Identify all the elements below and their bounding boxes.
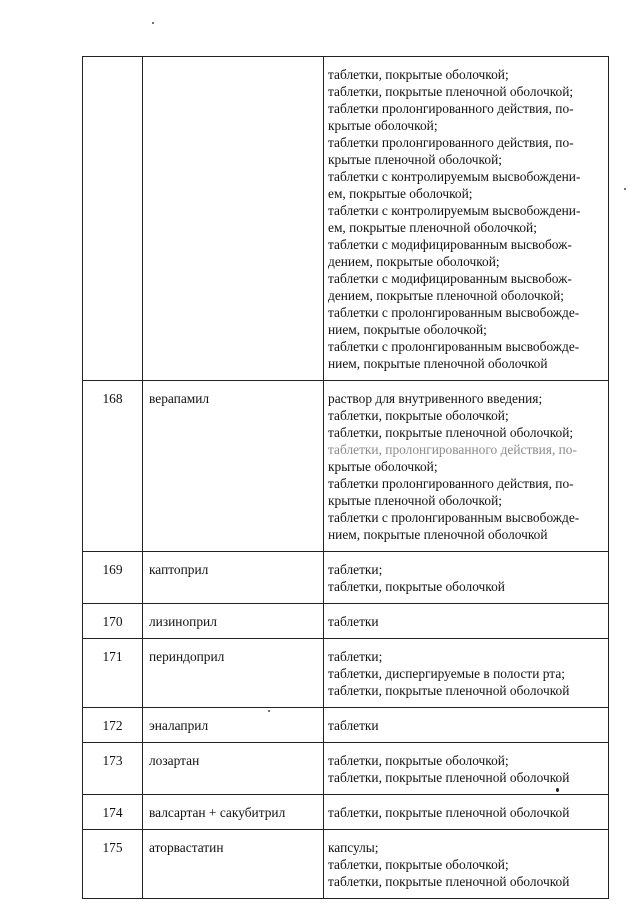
dosage-form-line: нием, покрытые пленочной оболочкой [328, 527, 548, 542]
table-body [83, 57, 609, 899]
dosage-forms [324, 795, 609, 830]
dosage-form-line: таблетки; [328, 562, 383, 577]
drug-name: периндоприл [143, 639, 324, 708]
dosage-form-line: таблетки с пролонгированным высвобожде- [328, 510, 580, 525]
dosage-forms [324, 830, 609, 899]
dosage-forms [324, 552, 609, 604]
scan-speck [152, 22, 154, 24]
dosage-form-line: дением, покрытые пленочной оболочкой; [328, 288, 565, 303]
drug-name: лизиноприл [143, 604, 324, 639]
medication-table [82, 56, 609, 899]
row-number: 168 [83, 381, 143, 552]
dosage-form-line: нием, покрытые оболочкой; [328, 322, 487, 337]
drug-name: эналаприл [143, 708, 324, 743]
dosage-form-line: крытые пленочной оболочкой; [328, 493, 502, 508]
row-number: 172 [83, 708, 143, 743]
row-number: 171 [83, 639, 143, 708]
dosage-form-line: таблетки, покрытые оболочкой; [328, 408, 509, 423]
dosage-forms [324, 639, 609, 708]
table-row [83, 795, 609, 830]
dosage-form-line: нием, покрытые пленочной оболочкой [328, 356, 548, 371]
dosage-form-line: таблетки, покрытые оболочкой; [328, 67, 509, 82]
dosage-form-line: таблетки; [328, 649, 383, 664]
row-number [83, 57, 143, 381]
table-row [83, 57, 609, 381]
drug-name [143, 57, 324, 381]
dosage-form-line: таблетки [328, 614, 379, 629]
dosage-form-line: таблетки, пролонгированного действия, по- [328, 442, 577, 457]
drug-name: верапамил [143, 381, 324, 552]
dosage-forms [324, 604, 609, 639]
dosage-form-line: таблетки, диспергируемые в полости рта; [328, 666, 565, 681]
dosage-form-line: дением, покрытые оболочкой; [328, 254, 500, 269]
dosage-form-line: крытые пленочной оболочкой; [328, 152, 502, 167]
table-row [83, 708, 609, 743]
dosage-forms [324, 57, 609, 381]
dosage-form-line: таблетки, покрытые оболочкой; [328, 857, 509, 872]
row-number: 170 [83, 604, 143, 639]
row-number: 174 [83, 795, 143, 830]
dosage-form-line: таблетки пролонгированного действия, по- [328, 476, 574, 491]
dosage-form-line: ем, покрытые пленочной оболочкой; [328, 220, 537, 235]
dosage-form-line: таблетки, покрытые оболочкой [328, 579, 505, 594]
dosage-form-line: таблетки с модифицированным высвобож- [328, 237, 572, 252]
table-row [83, 830, 609, 899]
dosage-form-line: таблетки, покрытые оболочкой; [328, 753, 509, 768]
row-number: 169 [83, 552, 143, 604]
dosage-form-line: таблетки, покрытые пленочной оболочкой [328, 683, 570, 698]
row-number: 175 [83, 830, 143, 899]
drug-name: валсартан + сакубитрил [143, 795, 324, 830]
dosage-form-line: таблетки, покрытые пленочной оболочкой [328, 874, 570, 889]
dosage-form-line: таблетки, покрытые пленочной оболочкой [328, 805, 570, 820]
dosage-form-line: таблетки, покрытые пленочной оболочкой; [328, 425, 574, 440]
drug-name: каптоприл [143, 552, 324, 604]
scan-speck [624, 188, 626, 190]
dosage-form-line: таблетки с пролонгированным высвобожде- [328, 305, 580, 320]
dosage-form-line: таблетки с контролируемым высвобождени- [328, 203, 581, 218]
table-row [83, 604, 609, 639]
drug-name: лозартан [143, 743, 324, 795]
dosage-form-line: крытые оболочкой; [328, 118, 438, 133]
dosage-form-line: таблетки, покрытые пленочной оболочкой; [328, 84, 574, 99]
dosage-forms [324, 708, 609, 743]
dosage-forms [324, 743, 609, 795]
dosage-form-line: таблетки с контролируемым высвобождени- [328, 169, 581, 184]
dosage-form-line: капсулы; [328, 840, 379, 855]
drug-name: аторвастатин [143, 830, 324, 899]
dosage-form-line: крытые оболочкой; [328, 459, 438, 474]
table-row [83, 381, 609, 552]
dosage-form-line: раствор для внутривенного введения; [328, 391, 543, 406]
table-row [83, 639, 609, 708]
dosage-forms [324, 381, 609, 552]
dosage-form-line: таблетки пролонгированного действия, по- [328, 135, 574, 150]
table-row [83, 743, 609, 795]
dosage-form-line: таблетки с модифицированным высвобож- [328, 271, 572, 286]
dosage-form-line: таблетки [328, 718, 379, 733]
dosage-form-line: ем, покрытые оболочкой; [328, 186, 473, 201]
row-number: 173 [83, 743, 143, 795]
table-row [83, 552, 609, 604]
dosage-form-line: таблетки с пролонгированным высвобожде- [328, 339, 580, 354]
dosage-form-line: таблетки пролонгированного действия, по- [328, 101, 574, 116]
dosage-form-line: таблетки, покрытые пленочной оболочкой [328, 770, 570, 785]
